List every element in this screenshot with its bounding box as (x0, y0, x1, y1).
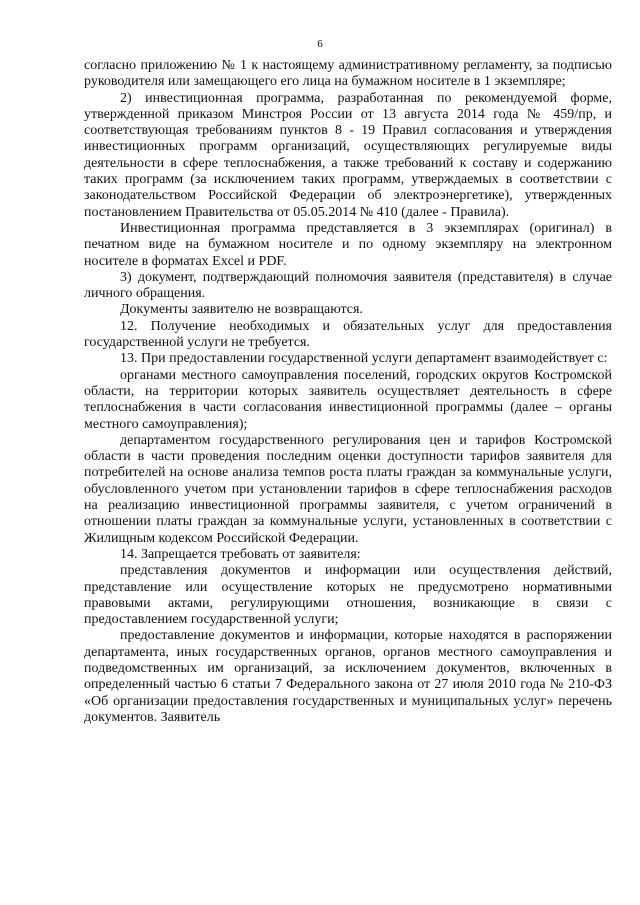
paragraph: Инвестиционная программа представляется в 3 экземплярах (оригинал) в печатном виде на бумажном носителе и по одному экземпляру на электронном носителе в форматах Excel и PDF. (84, 220, 612, 269)
paragraph: органами местного самоуправления поселений, городских округов Костромской области, на территории которых заявитель осуществляет деятельность в сфере теплоснабжения в части согласования инвестиционной программы (далее – органы местного самоуправления); (84, 367, 612, 432)
paragraph: предоставление документов и информации, которые находятся в распоряжении департамента, иных государственных органов, органов местного самоуправления и подведомственных им организаций, за исключением документов, включенных в определенный частью 6 статьи 7 Федерального закона от 27 июля 2010 года № 210-ФЗ «Об организации предоставления государственных и муниципальных услуг» перечень документов. Заявитель (84, 628, 612, 725)
paragraph: 14. Запрещается требовать от заявителя: (120, 546, 361, 562)
paragraph: 12. Получение необходимых и обязательных услуг для предоставления государственной услуги не требуется. (84, 318, 612, 351)
paragraph: согласно приложению № 1 к настоящему административному регламенту, за подписью руководителя или замещающего его лица на бумажном носителе в 1 экземпляре; (84, 58, 612, 90)
paragraph: департаментом государственного регулирования цен и тарифов Костромской области в части проведения последним оценки доступности тарифов заявителя для потребителей на основе анализа темпов роста платы граждан за коммунальные услуги, обусловленного учетом при установлении тарифов в сфере теплоснабжения расходов на реализацию инвестиционной программы заявителя, с учетом ограничений в отношении платы граждан за коммунальные услуги, установленных в соответствии с Жилищным кодексом Российской Федерации. (84, 432, 612, 546)
paragraph: представления документов и информации или осуществления действий, представление или осуществление которых не предусмотрено нормативными правовыми актами, регулирующими отношения, возникающие в связи с предоставлением государственной услуги; (84, 563, 612, 628)
paragraph: 2) инвестиционная программа, разработанная по рекомендуемой форме, утвержденной приказом Минстроя России от 13 августа 2014 года № 459/пр, и соответствующая требованиям пунктов 8 - 19 Правил согласования и утверждения инвестиционных программ организаций, осуществляющих регулируемые виды деятельности в сфере теплоснабжения, а также требований к составу и содержанию таких программ (за исключением таких программ, утверждаемых в соответствии с законодательством Российской Федерации об электроэнергетике), утвержденных постановлением Правительства от 05.05.2014 № 410 (далее - Правила). (84, 90, 612, 220)
paragraph: 3) документ, подтверждающий полномочия заявителя (представителя) в случае личного обращения. (84, 269, 612, 302)
paragraph: 13. При предоставлении государственной услуги департамент взаимодействует с: (120, 351, 608, 367)
document-body (84, 58, 612, 726)
page-number: 6 (317, 38, 323, 50)
paragraph: Документы заявителю не возвращаются. (120, 302, 363, 318)
